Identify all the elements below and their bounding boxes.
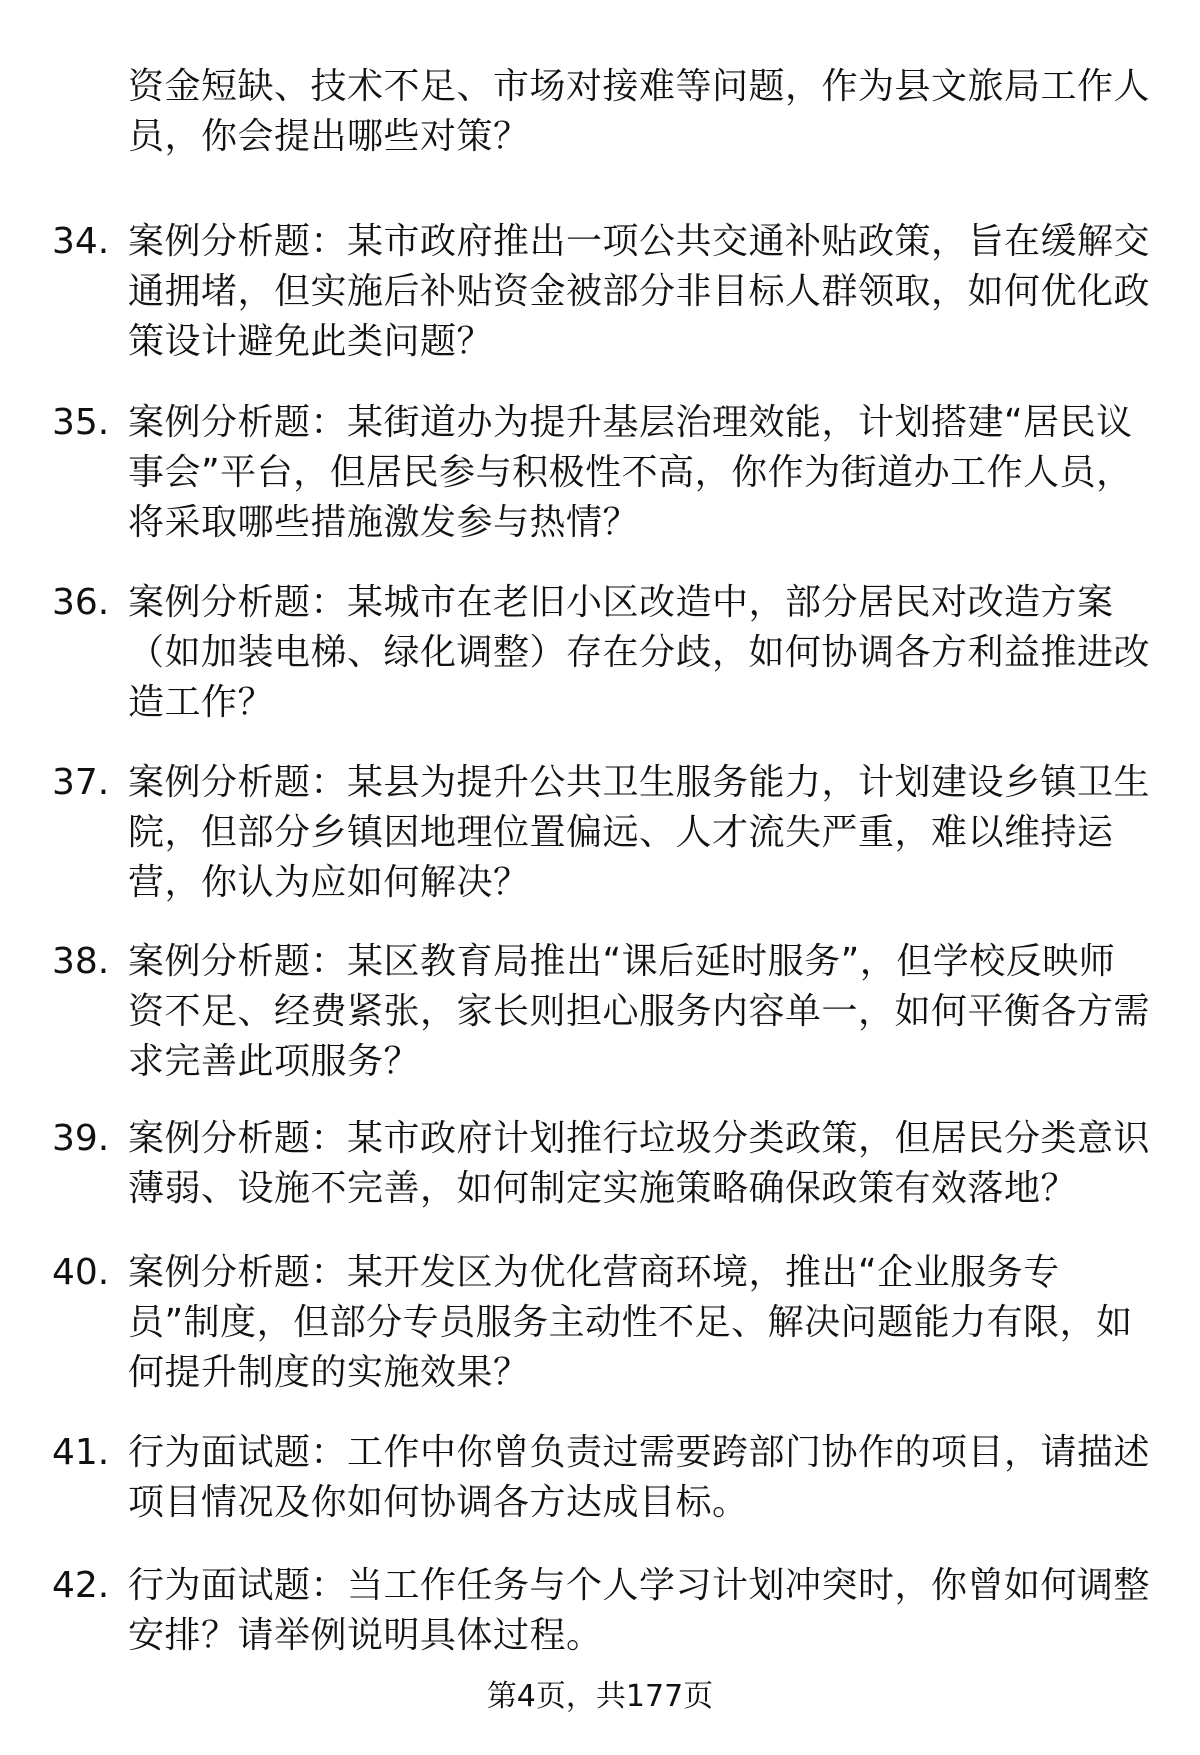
text-line: 员，你会提出哪些对策？ [128, 116, 530, 157]
question-text [128, 1561, 1151, 1661]
text-line: 通拥堵，但实施后补贴资金被部分非目标人群领取，如何优化政 [128, 271, 1151, 312]
text-line: 资金短缺、技术不足、市场对接难等问题，作为县文旅局工作人 [128, 66, 1151, 107]
question-text [128, 758, 1151, 908]
question-number: 41. [52, 1432, 110, 1473]
text-line: 员”制度，但部分专员服务主动性不足、解决问题能力有限，如 [128, 1302, 1133, 1343]
text-line: 案例分析题：某区教育局推出“课后延时服务”，但学校反映师 [128, 941, 1116, 982]
text-line: 造工作？ [128, 682, 275, 723]
text-line: 案例分析题：某市政府推出一项公共交通补贴政策，旨在缓解交 [128, 221, 1151, 262]
question-number: 40. [52, 1252, 110, 1293]
question-number: 38. [52, 941, 110, 982]
question-number: 42. [52, 1565, 110, 1606]
text-line: 策设计避免此类问题？ [128, 321, 494, 362]
text-line: （如加装电梯、绿化调整）存在分歧，如何协调各方利益推进改 [128, 632, 1151, 673]
text-line: 将采取哪些措施激发参与热情？ [128, 502, 640, 543]
text-line: 何提升制度的实施效果？ [128, 1352, 530, 1393]
question-text [128, 217, 1151, 367]
text-line: 院，但部分乡镇因地理位置偏远、人才流失严重，难以维持运 [128, 812, 1114, 853]
text-line: 案例分析题：某市政府计划推行垃圾分类政策，但居民分类意识 [128, 1118, 1151, 1159]
text-line: 行为面试题：工作中你曾负责过需要跨部门协作的项目，请描述 [128, 1432, 1151, 1473]
text-line: 事会”平台，但居民参与积极性不高，你作为街道办工作人员， [128, 452, 1133, 493]
text-line: 行为面试题：当工作任务与个人学习计划冲突时，你曾如何调整 [128, 1565, 1151, 1606]
text-line: 案例分析题：某街道办为提升基层治理效能，计划搭建“居民议 [128, 402, 1133, 443]
question-number: 36. [52, 582, 110, 623]
text-line: 薄弱、设施不完善，如何制定实施策略确保政策有效落地？ [128, 1168, 1078, 1209]
text-line: 项目情况及你如何协调各方达成目标。 [128, 1482, 749, 1523]
question-text [128, 1114, 1151, 1214]
text-line: 求完善此项服务？ [128, 1041, 421, 1082]
question-number: 39. [52, 1118, 110, 1159]
question-number: 34. [52, 221, 110, 262]
text-line: 资不足、经费紧张，家长则担心服务内容单一，如何平衡各方需 [128, 991, 1151, 1032]
text-line: 营，你认为应如何解决？ [128, 862, 530, 903]
text-line: 安排？请举例说明具体过程。 [128, 1615, 603, 1656]
text-line: 案例分析题：某城市在老旧小区改造中，部分居民对改造方案 [128, 582, 1114, 623]
question-text [128, 398, 1148, 548]
question-number: 35. [52, 402, 110, 443]
continued-question-text [128, 62, 1151, 162]
question-text [128, 1428, 1151, 1528]
question-text [128, 1248, 1148, 1398]
question-text [128, 937, 1151, 1087]
question-text [128, 578, 1151, 728]
question-number: 37. [52, 762, 110, 803]
page-number: 第4页，共177页 [486, 1679, 714, 1714]
text-line: 案例分析题：某县为提升公共卫生服务能力，计划建设乡镇卫生 [128, 762, 1151, 803]
text-line: 案例分析题：某开发区为优化营商环境，推出“企业服务专 [128, 1252, 1060, 1293]
